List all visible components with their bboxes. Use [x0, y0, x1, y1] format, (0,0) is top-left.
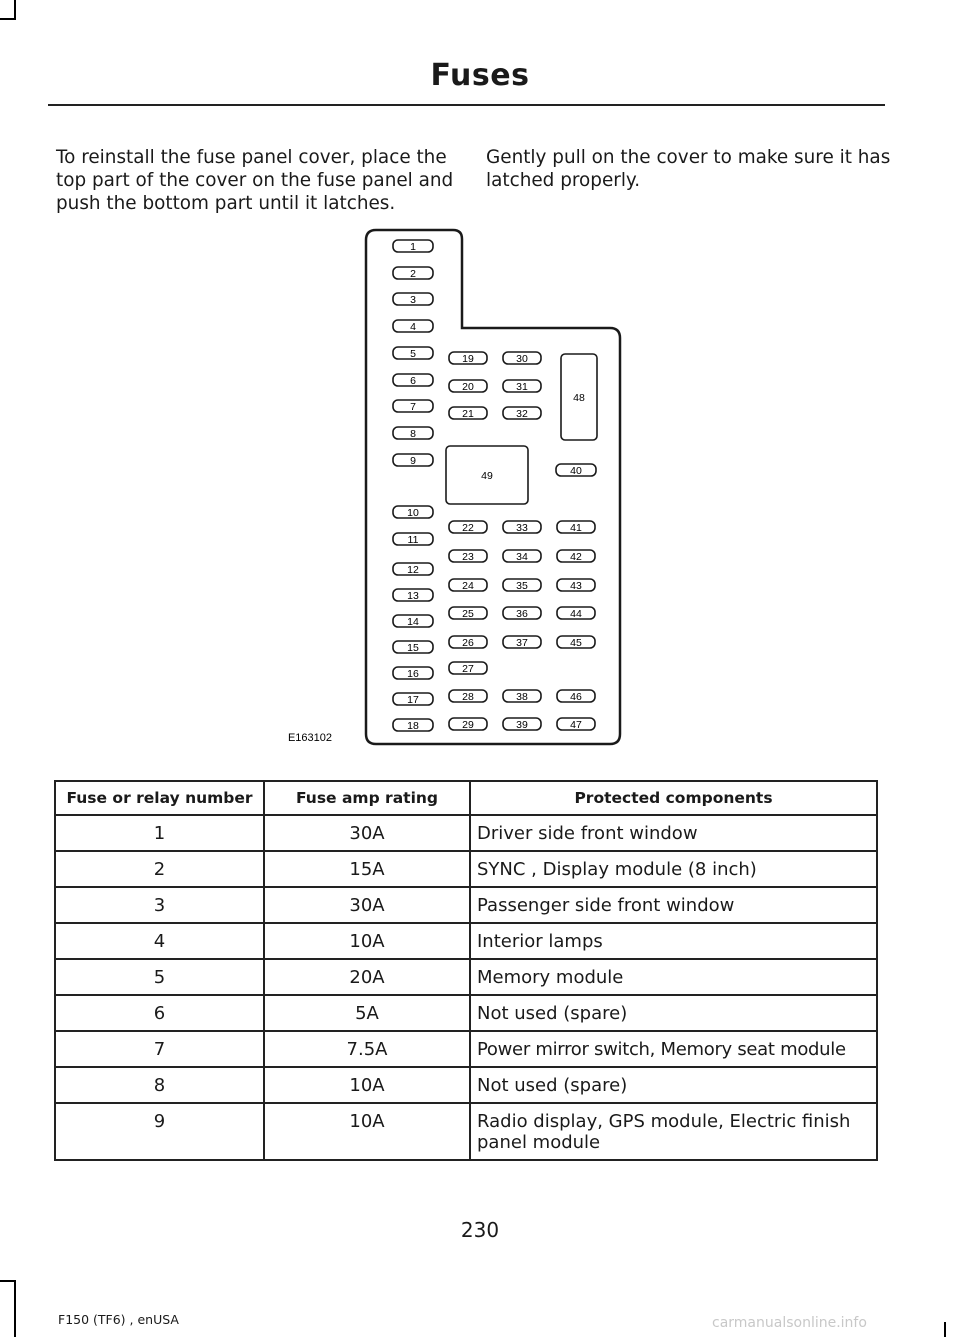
- fuse-panel-diagram: [270, 220, 630, 750]
- fuse-27-label: 27: [462, 663, 474, 675]
- fuse-number: 6: [55, 995, 264, 1031]
- table-row: [55, 1031, 877, 1067]
- table-row: [55, 923, 877, 959]
- fuse-39-label: 39: [516, 719, 528, 731]
- fuse-10-label: 10: [407, 507, 419, 519]
- crop-mark: [14, 1280, 16, 1337]
- intro-line: latched properly.: [486, 170, 641, 191]
- fuse-number: 3: [55, 887, 264, 923]
- table-row: [55, 1103, 877, 1160]
- amp-rating: 20A: [264, 959, 470, 995]
- watermark: carmanualsonline.info: [712, 1315, 867, 1331]
- crop-mark: [944, 1322, 946, 1337]
- table-row: [55, 815, 877, 851]
- fuse-35-label: 35: [516, 580, 528, 592]
- amp-rating: 10A: [264, 1067, 470, 1103]
- fuse-18-label: 18: [407, 720, 419, 732]
- fuse-25-label: 25: [462, 608, 474, 620]
- fuse-number: 8: [55, 1067, 264, 1103]
- fuse-19-label: 19: [462, 353, 474, 365]
- fuse-13-label: 13: [407, 590, 419, 602]
- fuse-12-label: 12: [407, 564, 419, 576]
- fuse-40-label: 40: [570, 465, 582, 477]
- intro-left-paragraph: [56, 146, 456, 215]
- amp-rating: 10A: [264, 1103, 470, 1160]
- fuse-3-label: 3: [410, 294, 416, 306]
- protected-components: SYNC , Display module (8 inch): [470, 851, 877, 887]
- table-row: [55, 959, 877, 995]
- fuse-number: 2: [55, 851, 264, 887]
- intro-line: push the bottom part until it latches.: [56, 193, 396, 214]
- amp-rating: 30A: [264, 887, 470, 923]
- crop-mark: [0, 18, 16, 20]
- fuse-21-label: 21: [462, 408, 474, 420]
- intro-line: Gently pull on the cover to make sure it has: [486, 147, 891, 168]
- fuse-46-label: 46: [570, 691, 582, 703]
- fuse-9-label: 9: [410, 455, 416, 467]
- table-row: [55, 1067, 877, 1103]
- intro-line: top part of the cover on the fuse panel and: [56, 170, 454, 191]
- amp-rating: 15A: [264, 851, 470, 887]
- fuse-22-label: 22: [462, 522, 474, 534]
- fuse-7-label: 7: [410, 401, 416, 413]
- fuse-number: 9: [55, 1103, 264, 1160]
- protected-components: Not used (spare): [470, 995, 877, 1031]
- protected-components: Memory module: [470, 959, 877, 995]
- footer-model: F150 (TF6) , enUSA: [58, 1312, 179, 1327]
- fuse-11-label: 11: [407, 534, 419, 546]
- fuse-47-label: 47: [570, 719, 582, 731]
- fuse-20-label: 20: [462, 381, 474, 393]
- figure-id: E163102: [287, 732, 333, 744]
- amp-rating: 30A: [264, 815, 470, 851]
- intro-right-paragraph: [486, 146, 896, 192]
- fuse-34-label: 34: [516, 551, 528, 563]
- fuse-1-label: 1: [410, 241, 416, 253]
- crop-mark: [0, 1280, 16, 1282]
- fuse-28-label: 28: [462, 691, 474, 703]
- table-header-row: [55, 781, 877, 815]
- fuse-17-label: 17: [407, 694, 419, 706]
- protected-components: Not used (spare): [470, 1067, 877, 1103]
- crop-mark: [14, 0, 16, 20]
- protected-components: Driver side front window: [470, 815, 877, 851]
- fuse-30-label: 30: [516, 353, 528, 365]
- fuse-36-label: 36: [516, 608, 528, 620]
- fuse-table: [54, 780, 878, 1161]
- amp-rating: 5A: [264, 995, 470, 1031]
- fuse-6-label: 6: [410, 375, 416, 387]
- protected-components: Power mirror switch, Memory seat module: [470, 1031, 877, 1067]
- fuse-41-label: 41: [570, 522, 582, 534]
- fuse-4-label: 4: [410, 321, 416, 333]
- fuse-number: 1: [55, 815, 264, 851]
- fuse-number: 4: [55, 923, 264, 959]
- header-fuse-number: Fuse or relay number: [55, 781, 264, 815]
- page-title: Fuses: [430, 58, 530, 93]
- fuse-14-label: 14: [407, 616, 419, 628]
- relay-48-label: 48: [573, 392, 585, 404]
- fuse-5-label: 5: [410, 348, 416, 360]
- page-number: 230: [460, 1218, 500, 1242]
- title-rule: [48, 104, 885, 106]
- fuse-15-label: 15: [407, 642, 419, 654]
- fuse-layer: [393, 240, 597, 732]
- fuse-43-label: 43: [570, 580, 582, 592]
- header-amp-rating: Fuse amp rating: [264, 781, 470, 815]
- header-protected-components: Protected components: [470, 781, 877, 815]
- protected-components: Interior lamps: [470, 923, 877, 959]
- amp-rating: 10A: [264, 923, 470, 959]
- fuse-45-label: 45: [570, 637, 582, 649]
- fuse-31-label: 31: [516, 381, 528, 393]
- fuse-number: 7: [55, 1031, 264, 1067]
- fuse-number: 5: [55, 959, 264, 995]
- fuse-44-label: 44: [570, 608, 582, 620]
- table-row: [55, 851, 877, 887]
- fuse-37-label: 37: [516, 637, 528, 649]
- fuse-23-label: 23: [462, 551, 474, 563]
- protected-components: Passenger side front window: [470, 887, 877, 923]
- fuse-42-label: 42: [570, 551, 582, 563]
- fuse-32-label: 32: [516, 408, 528, 420]
- amp-rating: 7.5A: [264, 1031, 470, 1067]
- intro-line: To reinstall the fuse panel cover, place the: [56, 147, 447, 168]
- fuse-29-label: 29: [462, 719, 474, 731]
- fuse-38-label: 38: [516, 691, 528, 703]
- relay-49-label: 49: [481, 470, 493, 482]
- protected-components: Radio display, GPS module, Electric finish panel module: [470, 1103, 877, 1160]
- fuse-33-label: 33: [516, 522, 528, 534]
- table-row: [55, 995, 877, 1031]
- fuse-8-label: 8: [410, 428, 416, 440]
- table-row: [55, 887, 877, 923]
- fuse-24-label: 24: [462, 580, 474, 592]
- fuse-2-label: 2: [410, 268, 416, 280]
- fuse-16-label: 16: [407, 668, 419, 680]
- fuse-26-label: 26: [462, 637, 474, 649]
